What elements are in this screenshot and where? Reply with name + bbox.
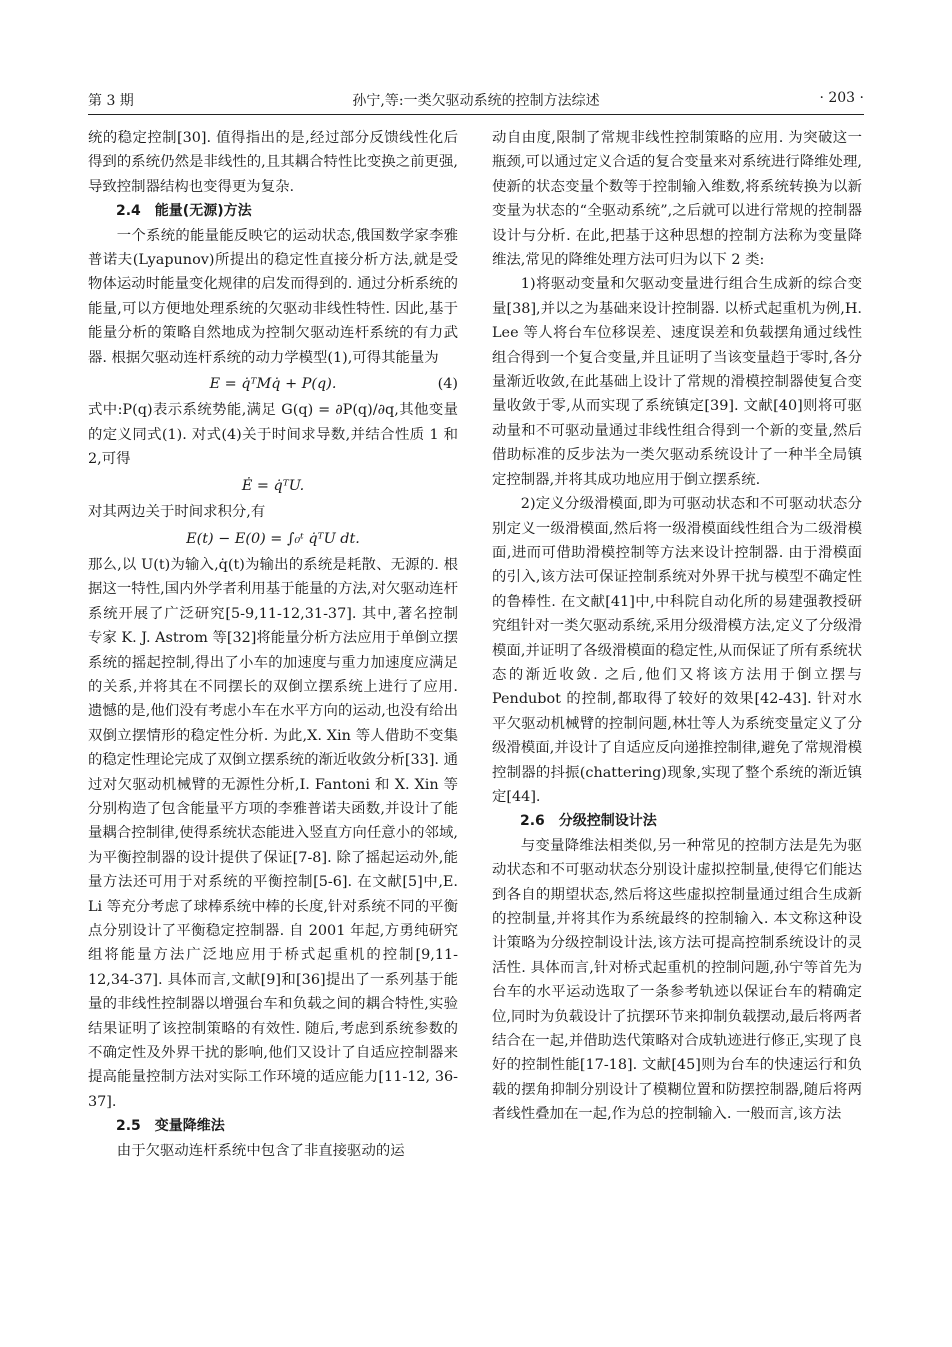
paragraph: 式中:P(q)表示系统势能,满足 G(q) = ∂P(q)/∂q,其他变量的定义同式(1). 对式(4)关于时间求导数,并结合性质 1 和 2,可得 — [88, 402, 458, 468]
equation-body: E = q̇ᵀMq̇ + P(q). — [209, 376, 337, 393]
running-title: 孙宁,等:一类欠驱动系统的控制方法综述 — [352, 93, 600, 109]
section-heading-2-4: 2.4 能量(无源)方法 — [116, 203, 252, 220]
section-heading-2-5: 2.5 变量降维法 — [116, 1118, 225, 1135]
equation-energy-integral: E(t) − E(0) = ∫₀ᵗ q̇ᵀU dt. — [186, 530, 360, 547]
paragraph: 动自由度,限制了常规非线性控制策略的应用. 为突破这一瓶颈,可以通过定义合适的复合变量来对系统进行降维处理,使新的状态变量个数等于控制输入维数,将系统转换为以新变量为状态的“全驱动系统”,之后就可以进行常规的控制器设计与分析. 在此,把基于这种思想的控制方法称为变量降维法,常见的降维处理方法可归为以下 2 类: — [492, 130, 862, 269]
paragraph: 那么,以 U(t)为输入,q̇(t)为输出的系统是耗散、无源的. 根据这一特性,国内外学者利用基于能量的方法,对欠驱动连杆系统开展了广泛研究[5-9,11-12,31-37]. 其中,著名控制专家 K. J. Astrom 等[32]将能量分析方法应用于单倒立摆系统的摇起控制,得出了小车的加速度与重力加速度应满足的关系,并将其在不同摆长的双倒立摆系统上进行了应用. 遗憾的是,他们没有考虑小车在水平方向的运动,也没有给出双倒立摆情形的稳定性分析. 为此,X. Xin 等人借助不变集的稳定性理论完成了双倒立摆系统的渐近收敛分析[33]. 通过对欠驱动机械臂的无源性分析,I. Fantoni 和 X. Xin 等分别构造了包含能量平方项的李雅普诺夫函数,并设计了能量耦合控制律,使得系统状态能进入竖直方向任意小的邻域,为平衡控制器的设计提供了保证[7-8]. 除了摇起运动外,能量方法还可用于对系统的平衡控制[5-6]. 在文献[5]中,E. Li 等充分考虑了球棒系统中棒的长度,针对系统不同的平衡点分别设计了平衡稳定控制器. 自 2001 年起,方勇纯研究组将能量方法广泛地应用于桥式起重机的控制[9,11-12,34-37]. 具体而言,文献[9]和[36]提出了一系列基于能量的非线性控制器以增强台车和负载之间的耦合特性,实验结果证明了该控制策略的有效性. 随后,考虑到系统参数的不确定性及外界干扰的影响,他们又设计了自适应控制器来提高能量控制方法对实际工作环境的适应能力[11-12, 36-37]. — [88, 556, 458, 1110]
section-heading-2-6: 2.6 分级控制设计法 — [520, 813, 657, 830]
equation-4 — [88, 372, 458, 396]
paragraph: 对其两边关于时间求积分,有 — [88, 504, 266, 521]
paragraph: 1)将驱动变量和欠驱动变量进行组合生成新的综合变量[38],并以之为基础来设计控制器. 以桥式起重机为例,H. Lee 等人将台车位移误差、速度误差和负载摆角通过线性组合得到一个复合变量,并且证明了当该变量趋于零时,各分量渐近收敛,在此基础上设计了常规的滑模控制器使复合变量收敛于零,从而实现了系统镇定[39]. 文献[40]则将可驱动量和不可驱动量通过非线性组合得到一个新的变量,然后借助标准的反步法为一类欠驱动系统设计了一种半全局镇定控制器,并将其成功地应用于倒立摆系统. — [492, 276, 862, 488]
equation-number: (4) — [437, 376, 458, 393]
paragraph: 由于欠驱动连杆系统中包含了非直接驱动的运 — [116, 1142, 405, 1159]
paragraph: 与变量降维法相类似,另一种常见的控制方法是先为驱动状态和不可驱动状态分别设计虚拟控制量,使得它们能达到各自的期望状态,然后将这些虚拟控制量通过组合生成新的控制量,并将其作为系统最终的控制输入. 本文称这种设计策略为分级控制设计法,该方法可提高控制系统设计的灵活性. 具体而言,针对桥式起重机的控制问题,孙宁等首先为台车的水平运动选取了一条参考轨迹以保证台车的精确定位,同时为负载设计了抗摆环节来抑制负载摆动,最后将两者结合在一起,并借助迭代策略对合成轨迹进行修正,实现了良好的控制性能[17-18]. 文献[45]则为台车的快速运行和负载的摆角抑制分别设计了模糊位置和防摆控制器,随后将两者线性叠加在一起,作为总的控制输入. 一般而言,该方法 — [492, 837, 862, 1123]
page-number: · 203 · — [819, 90, 864, 106]
paragraph: 2)定义分级滑模面,即为可驱动状态和不可驱动状态分别定义一级滑模面,然后将一级滑模面线性组合为二级滑模面,进而可借助滑模控制等方法来设计控制器. 由于滑模面的引入,该方法可保证控制系统对外界干扰与模型不确定性的鲁棒性. 在文献[41]中,中科院自动化所的易建强教授研究组针对一类欠驱动系统,采用分级滑模方法,定义了分级滑模面,并证明了各级滑模面的稳定性,从而保证了所有系统状态的渐近收敛. 之后,他们又将该方法用于倒立摆与 Pendubot 的控制,都取得了较好的效果[42-43]. 针对水平欠驱动机械臂的控制问题,林壮等人为系统变量定义了分级滑模面,并设计了自适应反向递推控制律,避免了常规滑模控制器的抖振(chattering)现象,实现了整个系统的渐近镇定[44]. — [492, 496, 862, 805]
running-header — [88, 88, 864, 115]
paragraph: 一个系统的能量能反映它的运动状态,俄国数学家李雅普诺夫(Lyapunov)所提出的稳定性直接分析方法,就是受物体运动时能量变化规律的启发而得到的. 通过分析系统的能量,可以方便地处理系统的欠驱动非线性特性. 因此,基于能量分析的策略自然地成为控制欠驱动连杆系统的有力武器. 根据欠驱动连杆系统的动力学模型(1),可得其能量为 — [88, 227, 458, 366]
left-column — [88, 126, 458, 1163]
equation-energy-derivative: Ė = q̇ᵀU. — [241, 477, 305, 494]
right-column — [492, 126, 862, 1127]
paragraph: 统的稳定控制[30]. 值得指出的是,经过部分反馈线性化后得到的系统仍然是非线性的,且其耦合特性比变换之前更强,导致控制器结构也变得更为复杂. — [88, 130, 458, 195]
issue-label: 第 3 期 — [88, 93, 134, 109]
